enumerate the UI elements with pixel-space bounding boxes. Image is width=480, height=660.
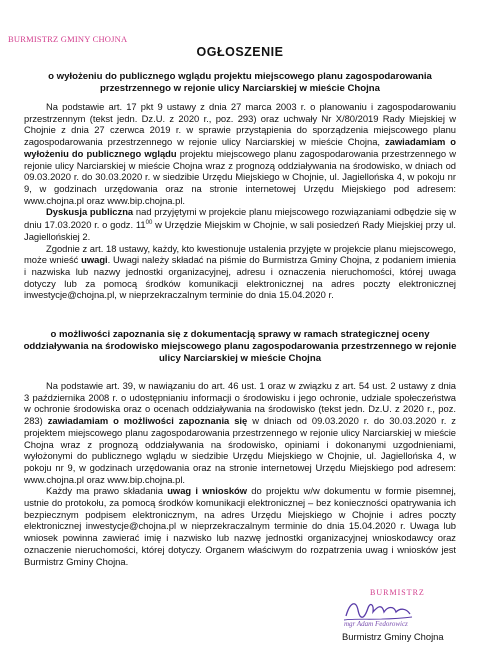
section2-body [24,380,456,567]
signature-block [330,588,470,648]
section2-heading: o możliwości zapoznania się z dokumentacją sprawy w ramach strategicznej oceny oddziaływania na środowisko miejscowego planu zagospodarowania przestrzennego w rejonie ulicy Narciarskiej w mieście Chojna [23,329,457,364]
section2-paragraph-2: Każdy ma prawo składania uwag i wniosków do projektu w/w dokumentu w formie pisemnej, ustnie do protokołu, za pomocą środków komunikacji elektronicznej – bez konieczności opatrywania ich bezpiecznym podpisem elektronicznym, na adres Urzędu Miejskiego w Chojnie i adres poczty elektronicznej inwestycje@chojna.pl w nieprzekraczalnym terminie do dnia 15.04.2020 r. Uwaga lub wniosek powinna zawierać imię i nazwisko lub nazwę jednostki organizacyjnej wnioskodawcy oraz oznaczenie nieruchomości, której dotyczy. Organem właściwym do rozpatrzenia uwag i wniosków jest Burmistrz Gminy Chojna. [24,485,457,567]
section1-body [24,101,456,301]
section1-heading: o wyłożeniu do publicznego wglądu projektu miejscowego planu zagospodarowania przestrzennego w rejonie ulicy Narciarskiej w mieście Chojna [48,71,432,94]
section1-paragraph-1: Na podstawie art. 17 pkt 9 ustawy z dnia 27 marca 2003 r. o planowaniu i zagospodarowaniu przestrzennym (tekst jedn. Dz.U. z 2020 r., poz. 293) oraz uchwały Nr X/80/2019 Rady Miejskiej w Chojnie z dnia 27 czerwca 2019 r. w sprawie przystąpienia do sporządzenia miejscowego planu zagospodarowania przestrzennego w rejonie ulicy Narciarskiej w mieście Chojna, zawiadamiam o wyłożeniu do publicznego wglądu projektu miejscowego planu zagospodarowania przestrzennego w rejonie ulicy Narciarskiej w mieście Chojna wraz z prognozą oddziaływania na środowisko, w dniach od 09.03.2020 r. do 30.03.2020 r. w siedzibie Urzędu Miejskiego w Chojnie, ul. Jagiellońska 4, w pokoju nr 9, w godzinach urzędowania oraz na stronie internetowej Urzędu Miejskiego pod adresem: www.chojna.pl oraz www.bip.chojna.pl. [24,101,457,206]
document-title: OGŁOSZENIE [196,45,284,59]
signature-stamp: BURMISTRZ [370,588,425,597]
section1-paragraph-2: Dyskusja publiczna nad przyjętymi w projekcie planu miejscowego rozwiązaniami odbędzie się w dniu 17.03.2020 r. o godz. $11^{00}$ w Urzędzie Miejskim w Chojnie, w sali posiedzeń Rady Miejskiej przy ul. Jagiellońskiej 2. [24,206,456,242]
signature-stamp-name: mgr Adam Fedorowicz [344,620,408,628]
section2-paragraph-1: Na podstawie art. 39, w nawiązaniu do art. 46 ust. 1 oraz w związku z art. 54 ust. 2 ustawy z dnia 3 października 2008 r. o udostępnianiu informacji o środowisku i jego ochronie, udziale społeczeństwa w ochronie środowiska oraz o ocenach oddziaływania na środowisko (tekst jedn. Dz.U. z 2020 r., poz. 283) zawiadamiam o możliwości zapoznania się w dniach od 09.03.2020 r. do 30.03.2020 r. z projektem miejscowego planu zagospodarowania przestrzennego w rejonie ulicy Narciarskiej w mieście Chojna wraz z prognozą oddziaływania na środowisko, opiniami i dokonanymi uzgodnieniami, wyłożonymi do publicznego wglądu w siedzibie Urzędu Miejskiego w Chojnie, ul. Jagiellońska 4, w pokoju nr 9, w godzinach urzędowania oraz na stronie internetowej Urzędu Miejskiego pod adresem: www.chojna.pl oraz www.bip.chojna.pl. [24,380,456,485]
signatory-title: Burmistrz Gminy Chojna [342,631,444,642]
section1-paragraph-3: Zgodnie z art. 18 ustawy, każdy, kto kwestionuje ustalenia przyjęte w projekcie planu miejscowego, może wnieść uwagi. Uwagi należy składać na piśmie do Burmistrza Gminy Chojna, z podaniem imienia i nazwiska lub nazwy jednostki organizacyjnej, adresu i oznaczenia nieruchomości, której uwaga dotyczy lub za pomocą środków komunikacji elektronicznej na adres poczty elektronicznej inwestycje@chojna.pl, w nieprzekraczalnym terminie do dnia 15.04.2020 r. [24,242,456,301]
header-stamp: BURMISTRZ GMINY CHOJNA [8,34,128,44]
